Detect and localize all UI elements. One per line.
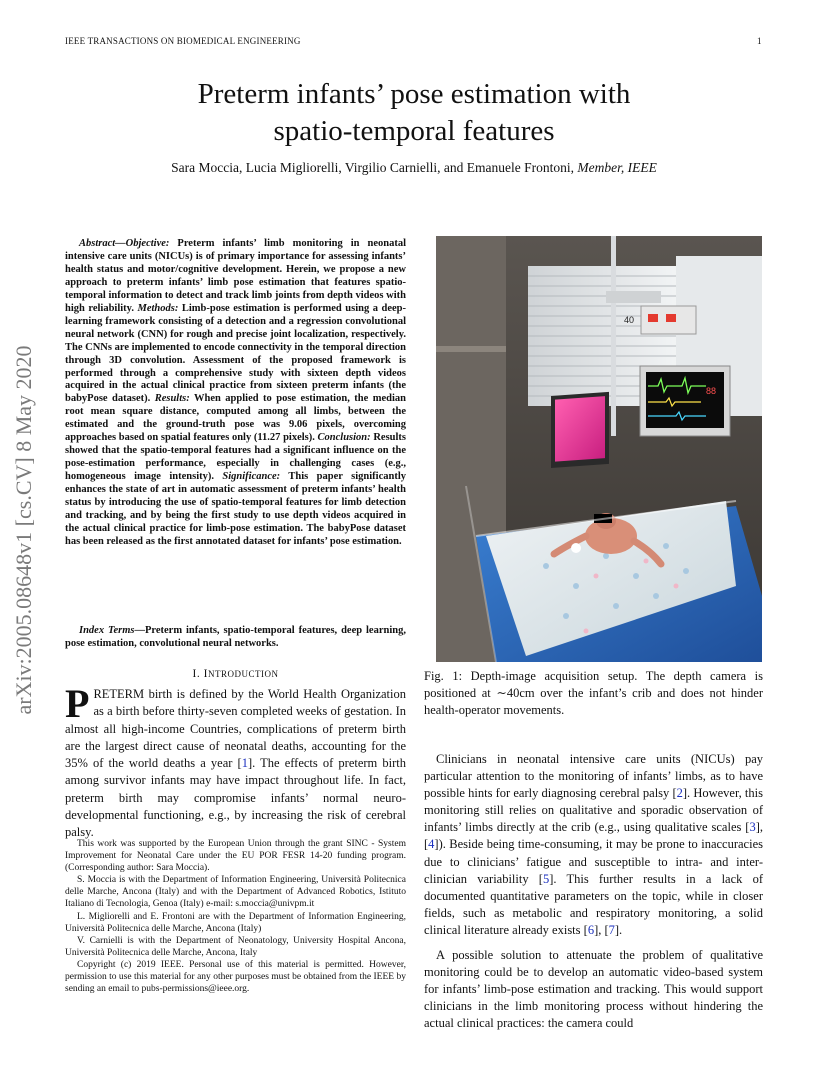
section-title-rest: NTRODUCTION: [207, 669, 279, 679]
intro-paragraph: [65, 681, 406, 842]
paragraph-text: ], [: [424, 820, 763, 852]
monitor-readout-88: 88: [706, 386, 717, 396]
nicu-photo-illustration: [436, 236, 762, 662]
citation-link[interactable]: 4: [428, 837, 435, 852]
device-readout-40: 40: [624, 315, 635, 325]
abstract-results: When applied to pose estimation, the median root mean square distance, computed among all limbs, between the estimated and the ground-truth pose was 9.06 pixels, overcoming approaches based on spatial features only (11.27 pixels).: [65, 393, 406, 444]
page-number: 1: [757, 36, 762, 46]
abstract-methods: Limb-pose estimation is performed using a deep-learning framework consisting of a detection and a regression convolutional neural network (CNN) for rough and precise joint localization, respectively. The CNNs are implemented to encode connectivity in the temporal direction through 3D convolution. Assessment of the proposed framework is performed through a comprehensive study with sixteen depth videos acquired in the actual clinical practice from sixteen preterm infants (the babyPose dataset).: [65, 302, 406, 405]
abstract-significance-label: Significance:: [222, 471, 281, 483]
abstract-conclusion: Results showed that the spatio-temporal features had a significant influence on the pose-estimation performance, especially in challenging cases (e.g., homogeneous image intensity).: [65, 432, 406, 483]
paragraph-text: ].: [614, 922, 623, 937]
intro-text-2: ]. The effects of preterm birth among survivor infants may have impact throughout life. In fact, preterm birth may compromise infants’ normal neuro-developmental functioning, e.g., by increasing the risk of cerebral palsy.: [65, 756, 406, 840]
abstract-lead: Abstract: [79, 238, 116, 249]
footnote: This work was supported by the European Union through the grant SINC - System Improvement for Neonatal Care under the EU POR FESR 14-20 funding program. (Corresponding author: Sara Moccia).: [65, 839, 406, 874]
drop-cap: P: [65, 681, 90, 726]
citation-link[interactable]: 6: [587, 922, 595, 937]
paragraph-text: ]). Beside being time-consuming, it may be prone to inaccuracies due to clinicians’ fatigue and susceptible to intra- and inter-clinician variability [: [424, 837, 763, 886]
right-column-text: [424, 751, 763, 1041]
author-names: Sara Moccia, Lucia Migliorelli, Virgilio Carnielli, and Emanuele Frontoni,: [171, 160, 574, 175]
title-line-2: spatio-temporal features: [273, 115, 555, 147]
paragraph-text: ]. This further results in a lack of documented quantitative parameters on the topic, while in closer fields, such as metabolic and respiratory monitoring, a solid clinical literature already exists [: [424, 871, 763, 937]
figure-caption: Fig. 1: Depth-image acquisition setup. The depth camera is positioned at ∼40cm over the infant’s crib and does not hinder health-operator movements.: [424, 669, 763, 717]
footnote: V. Carnielli is with the Department of Neonatology, University Hospital Ancona, Università Politecnica delle Marche, Ancona, Italy: [65, 935, 406, 958]
paragraph-text: ]. However, this monitoring still relies on qualitative and sporadic observation of infants’ limbs directly at the crib (e.g., using qualitative scales [: [424, 786, 763, 835]
intro-text-1: RETERM birth is defined by the World Health Organization as a birth before thirty-seven completed weeks of gestation. In almost all high-income Countries, complications of preterm birth are the largest direct cause of neonatal deaths, accounting for the 35% of the world deaths a year [: [65, 687, 406, 771]
title-line-1: Preterm infants’ pose estimation with: [197, 78, 631, 110]
body-paragraph: [424, 751, 763, 939]
abstract-significance: This paper significantly enhances the state of art in automatic assessment of preterm infants’ health status by introducing the use of spatio-temporal features for limb detection and tracking, and by being the first study to use depth videos acquired in the actual clinical practice for limb-pose estimation. The babyPose dataset has been released as the first annotated dataset for infants’ pose estimation.: [65, 471, 406, 547]
index-terms-lead: Index Terms: [79, 625, 135, 636]
section-number: I.: [192, 668, 204, 680]
paragraph-text: ], [: [594, 922, 609, 937]
section-heading: [65, 668, 406, 680]
citation-link[interactable]: 1: [241, 756, 248, 771]
arxiv-stamp: [4, 280, 44, 780]
index-terms-text: —Preterm infants, spatio-temporal features, deep learning, pose estimation, convolutional neural networks.: [65, 625, 406, 649]
abstract-objective: Preterm infants’ limb monitoring in neonatal intensive care units (NICUs) is of primary importance for assessing infants’ health status and motor/cognitive development. Herein, we propose a new approach to preterm infants’ limb pose estimation that features spatio-temporal information to detect and track limb joints from depth videos with high reliability.: [65, 238, 406, 314]
arxiv-identifier: arXiv:2005.08648v1 [cs.CV] 8 May 2020: [11, 345, 36, 715]
abstract: Abstract—Objective: Preterm infants’ limb monitoring in neonatal intensive care units (NICUs) is of primary importance for assessing infants’ health status and motor/cognitive development. Herein, we propose a new approach to preterm infants’ limb pose estimation that features spatio-temporal information to detect and track limb joints from depth videos with high reliability. Methods: Limb-pose estimation is performed using a deep-learning framework consisting of a detection and a regression convolutional neural network (CNN) for rough and precise joint localization, respectively. The CNNs are implemented to encode connectivity in the temporal direction through 3D convolution. Assessment of the proposed framework is performed through a comprehensive study with sixteen depth videos acquired in the actual clinical practice from sixteen preterm infants (the babyPose dataset). Results: When applied to pose estimation, the median root mean square distance, computed among all limbs, between the estimated and the ground-truth pose was 9.06 pixels, overcoming approaches based on spatial features only (11.27 pixels). Conclusion: Results showed that the spatio-temporal features had a significant influence on the pose-estimation performance, especially in challenging cases (e.g., homogeneous image intensity). Significance: This paper significantly enhances the state of art in automatic assessment of preterm infants’ health status by introducing the use of spatio-temporal features for limb detection and tracking, and by being the first study to use depth videos acquired in the actual clinical practice for limb-pose estimation. The babyPose dataset has been released as the first annotated dataset for infants’ pose estimation.: [65, 238, 406, 547]
author-membership: Member, IEEE: [577, 160, 657, 175]
footnote: L. Migliorelli and E. Frontoni are with the Department of Information Engineering, Università Politecnica delle Marche, Ancona (Italy): [65, 911, 406, 934]
abstract-results-label: Results:: [154, 393, 190, 405]
abstract-methods-label: Methods:: [137, 302, 179, 314]
author-list: [0, 160, 828, 176]
paragraph-text: Clinicians in neonatal intensive care units (NICUs) pay particular attention to the monitoring of infants’ limbs, as to have possible hints for early diagnosing cerebral palsy [: [424, 752, 763, 801]
footnote: Copyright (c) 2019 IEEE. Personal use of this material is permitted. However, permission to use this material for any other purposes must be obtained from the IEEE by sending an email to pubs-permissions@ieee.org.: [65, 959, 406, 995]
paper-title: [0, 76, 828, 150]
citation-link[interactable]: 2: [676, 786, 683, 801]
body-paragraph: A possible solution to attenuate the problem of qualitative monitoring could be to develop an automatic video-based system for infants’ limb-pose estimation and tracking. This would support clinicians in the limb monitoring process without hindering the actual clinical practices: the camera could: [424, 948, 763, 1031]
footnotes: [65, 838, 406, 995]
abstract-objective-label: Objective:: [125, 238, 170, 249]
section-title-first: I: [203, 668, 208, 680]
citation-link[interactable]: 5: [542, 871, 550, 886]
footnote: S. Moccia is with the Department of Information Engineering, Università Politecnica delle Marche, Ancona (Italy) and with the Department of Advanced Robotics, Istituto Italiano di Tecnologia, Genoa (Italy) e-mail: s.moccia@univpm.it: [65, 875, 406, 910]
index-terms: [65, 624, 406, 650]
figure-photo: [436, 236, 762, 662]
citation-link[interactable]: 3: [749, 820, 756, 835]
abstract-conclusion-label: Conclusion:: [317, 432, 371, 444]
citation-link[interactable]: 7: [608, 922, 615, 937]
running-header: IEEE TRANSACTIONS ON BIOMEDICAL ENGINEERING: [65, 36, 301, 46]
